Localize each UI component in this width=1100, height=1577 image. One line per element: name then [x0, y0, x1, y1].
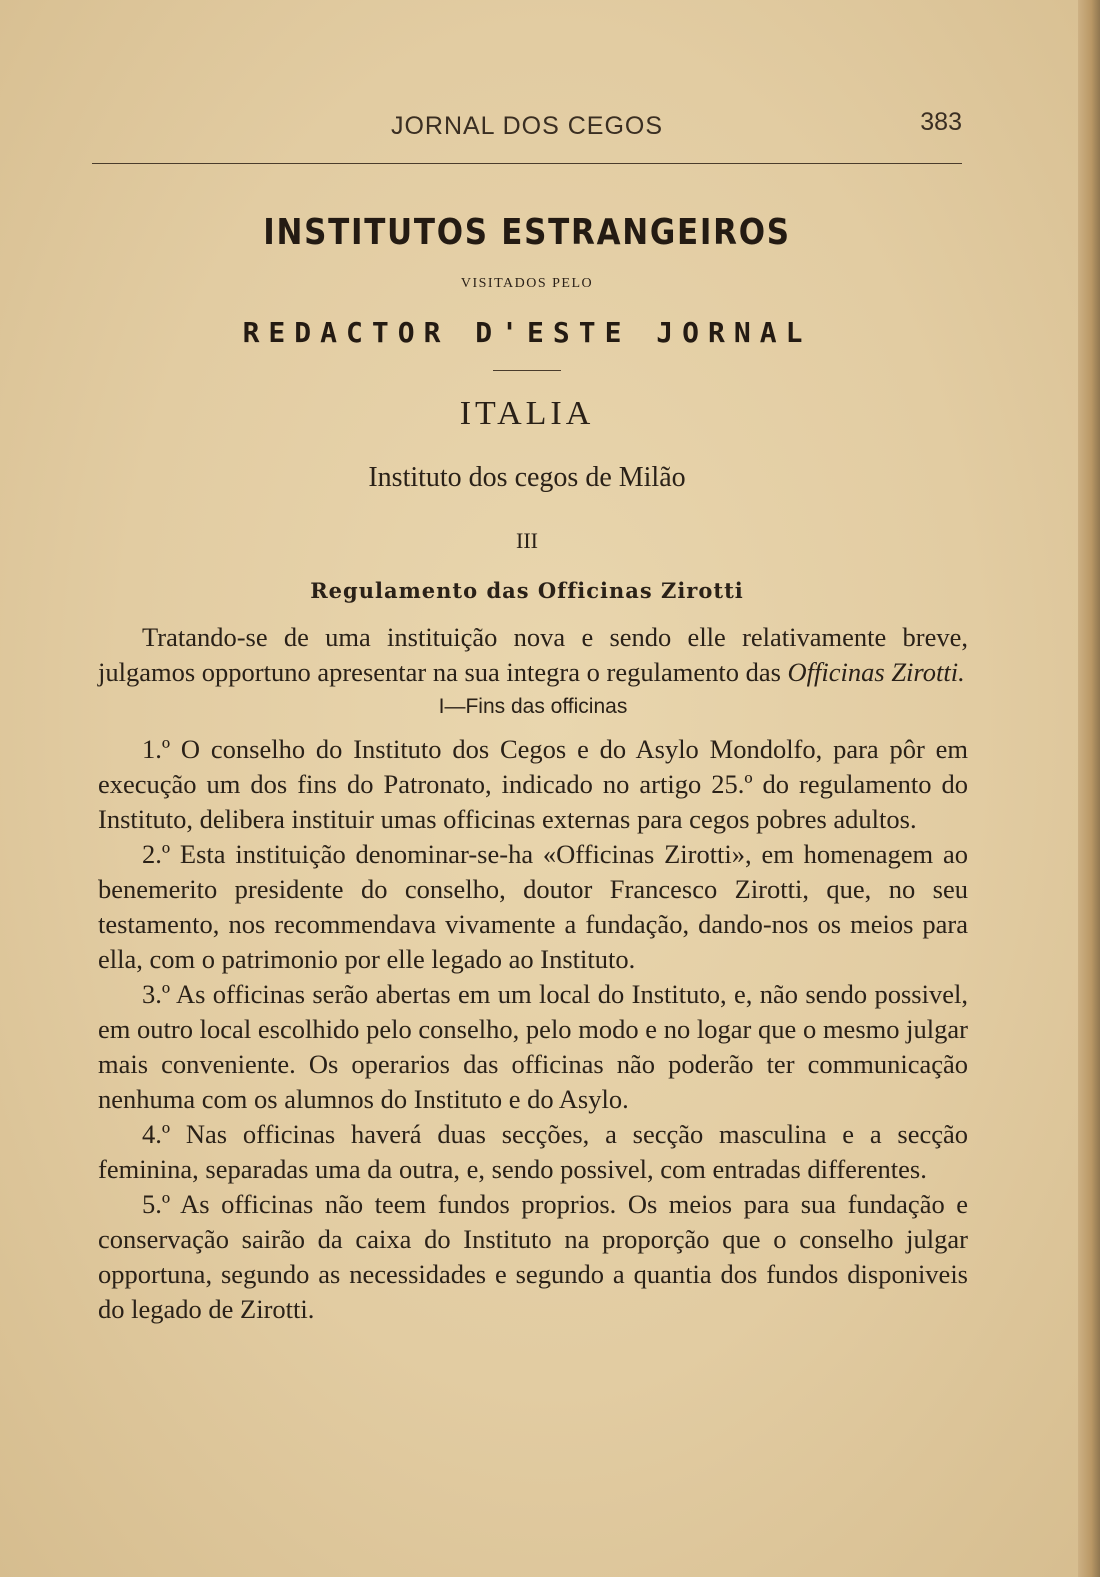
intro-paragraph: [98, 620, 968, 690]
section-divider: [493, 370, 561, 371]
article-text: As officinas não teem fundos proprios. Os meios para sua fundação e conservação sairão da caixa do Instituto na proporção que o conselho julgar opportuna, segundo as necessidades e segundo a quantia dos fundos disponiveis do legado de Zirotti.: [98, 1189, 968, 1324]
article-number: 2.º: [142, 839, 171, 869]
journal-title: JORNAL DOS CEGOS: [390, 112, 664, 140]
header-rule: [92, 163, 962, 164]
running-head: [92, 108, 962, 152]
article-body: [98, 620, 968, 1327]
intro-text: Tratando-se de uma instituição nova e sendo elle relativamente breve, julgamos opportuno apresentar na sua integra o regulamento das: [98, 622, 968, 687]
section-title: INSTITUTOS ESTRANGEIROS: [263, 212, 791, 253]
intro-italic: Officinas Zirotti.: [787, 657, 965, 687]
country-heading: ITALIA: [459, 395, 595, 432]
article-text: As officinas serão abertas em um local do Instituto, e, não sendo possivel, em outro local escolhido pelo conselho, pelo modo e no logar que o mesmo julgar mais conveniente. Os operarios das officinas não poderão ter communicação nenhuma com os alumnos do Instituto e do Asylo.: [98, 979, 968, 1114]
institute-heading: Instituto dos cegos de Milão: [368, 462, 686, 493]
article-paragraph: [98, 1187, 968, 1327]
article-number: 4.º: [142, 1119, 171, 1149]
regulation-title: Regulamento das Officinas Zirotti: [310, 578, 744, 603]
article-paragraph: [98, 732, 968, 837]
chapter-heading: I—Fins das officinas: [438, 695, 628, 718]
article-number: 5.º: [142, 1189, 171, 1219]
article-text: O conselho do Instituto dos Cegos e do Asylo Mondolfo, para pôr em execução um dos fins do Patronato, indicado no artigo 25.º do regulamento do Instituto, delibera instituir umas officinas externas para cegos pobres adultos.: [98, 734, 969, 834]
article-paragraph: [98, 837, 968, 977]
page-number: 383: [920, 108, 962, 136]
article-paragraph: [98, 1117, 968, 1187]
page-edge: [1078, 0, 1100, 1577]
article-number: 1.º: [142, 734, 171, 764]
article-text: Nas officinas haverá duas secções, a secção masculina e a secção feminina, separadas uma da outra, e, sendo possivel, com entradas differentes.: [98, 1119, 969, 1184]
redactor-line: REDACTOR D'ESTE JORNAL: [242, 316, 812, 349]
article-text: Esta instituição denominar-se-ha «Officinas Zirotti», em homenagem ao benemerito presidente do conselho, doutor Francesco Zirotti, que, no seu testamento, nos recommendava vivamente a fundação, dando-nos os meios para ella, com o patrimonio por elle legado ao Instituto.: [98, 839, 968, 974]
article-paragraph: [98, 977, 968, 1117]
part-number: III: [516, 528, 538, 553]
visited-by-line: VISITADOS PELO: [460, 276, 594, 291]
article-number: 3.º: [142, 979, 171, 1009]
